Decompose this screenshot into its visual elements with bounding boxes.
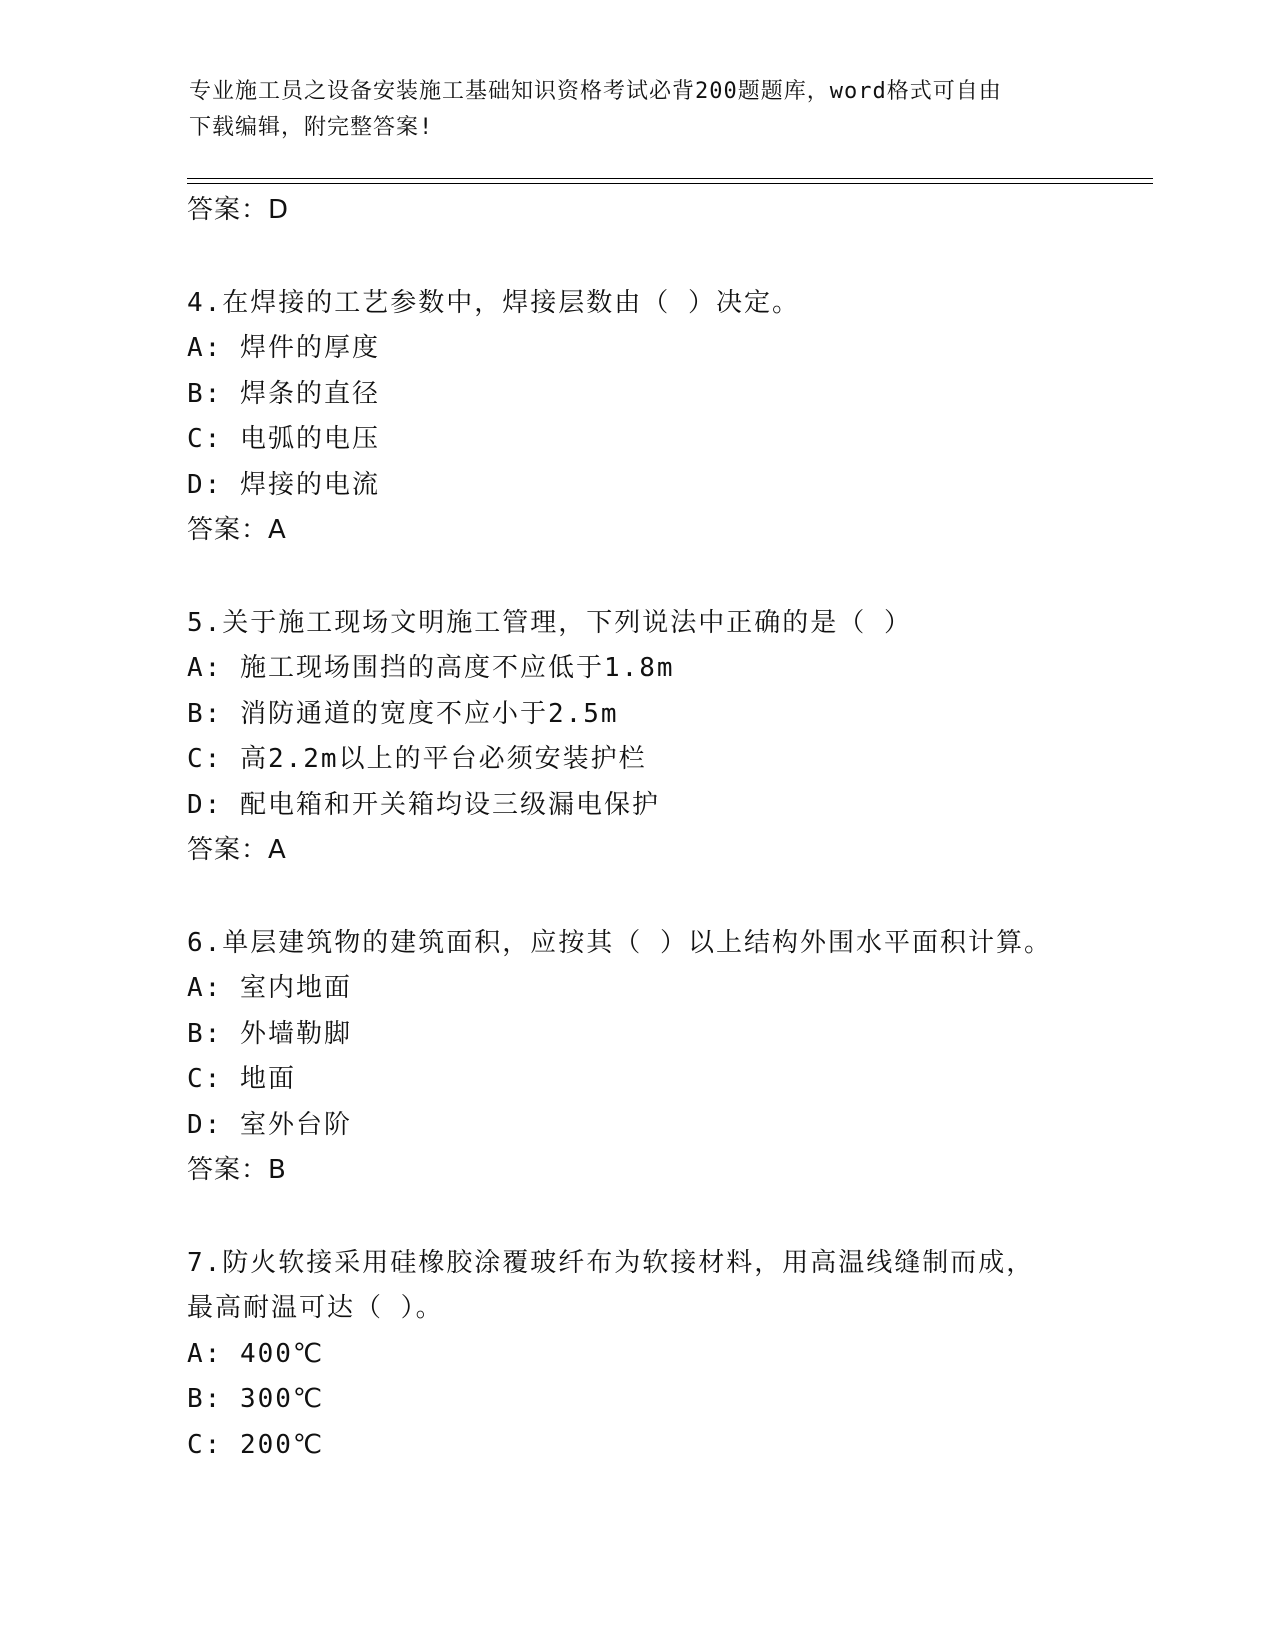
document-header bbox=[189, 74, 1069, 146]
question-list bbox=[187, 188, 1127, 1468]
header-line-1: 专业施工员之设备安装施工基础知识资格考试必背200题题库，word格式可自由 bbox=[189, 79, 1002, 104]
option-b: B: 300℃ bbox=[187, 1384, 325, 1414]
question-stem: 7.防火软接采用硅橡胶涂覆玻纤布为软接材料，用高温线缝制而成， bbox=[187, 1247, 1035, 1278]
question-stem-continued: 最高耐温可达（ ）。 bbox=[187, 1293, 444, 1323]
option-a: A: 室内地面 bbox=[187, 973, 352, 1003]
option-a: A: 400℃ bbox=[187, 1338, 325, 1369]
header-divider-top bbox=[187, 178, 1153, 179]
option-a: A: 施工现场围挡的高度不应低于1.8m bbox=[187, 653, 675, 683]
question-4 bbox=[187, 281, 1127, 554]
option-c: C: 地面 bbox=[187, 1064, 296, 1094]
option-c: C: 电弧的电压 bbox=[187, 424, 380, 454]
option-c: C: 200℃ bbox=[187, 1429, 325, 1460]
option-d: D: 配电箱和开关箱均设三级漏电保护 bbox=[187, 789, 660, 820]
option-d: D: 焊接的电流 bbox=[187, 469, 380, 500]
answer: 答案：B bbox=[187, 1155, 287, 1185]
answer: 答案：A bbox=[187, 835, 287, 865]
option-c: C: 高2.2m以上的平台必须安装护栏 bbox=[187, 744, 647, 774]
header-line-2: 下载编辑，附完整答案! bbox=[189, 115, 434, 140]
question-7 bbox=[187, 1241, 1127, 1469]
option-b: B: 焊条的直径 bbox=[187, 378, 380, 409]
answer: 答案：A bbox=[187, 515, 287, 545]
option-b: B: 消防通道的宽度不应小于2.5m bbox=[187, 698, 619, 729]
answer-previous: 答案：D bbox=[187, 195, 290, 225]
option-b: B: 外墙勒脚 bbox=[187, 1018, 352, 1049]
question-stem: 6.单层建筑物的建筑面积，应按其（ ）以上结构外围水平面积计算。 bbox=[187, 927, 1052, 958]
question-stem: 4.在焊接的工艺参数中，焊接层数由（ ）决定。 bbox=[187, 287, 800, 318]
header-divider-bottom bbox=[187, 183, 1153, 184]
question-5 bbox=[187, 601, 1127, 874]
question-6 bbox=[187, 921, 1127, 1194]
question-stem: 5.关于施工现场文明施工管理，下列说法中正确的是（ ） bbox=[187, 607, 912, 638]
option-d: D: 室外台阶 bbox=[187, 1109, 352, 1140]
option-a: A: 焊件的厚度 bbox=[187, 333, 380, 363]
